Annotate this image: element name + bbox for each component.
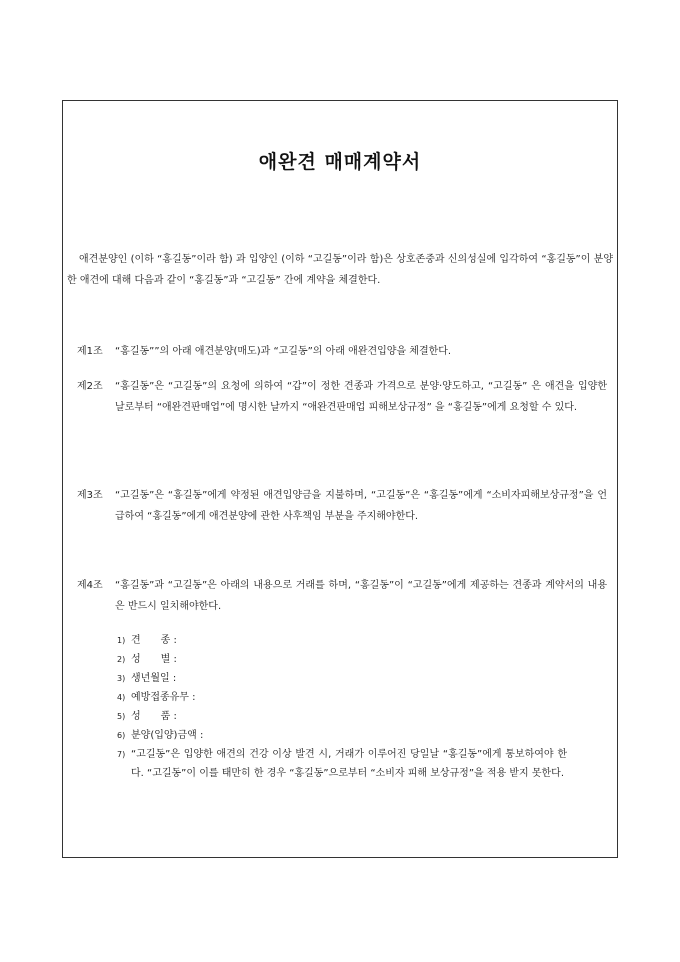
list-item [117, 726, 567, 745]
transaction-items-list [117, 631, 567, 783]
item-number: 6) [117, 731, 126, 740]
list-item [117, 650, 567, 669]
item-number: 7) [117, 750, 126, 759]
list-item [117, 669, 567, 688]
item-text: 성 별 : [131, 654, 177, 665]
item-number: 4) [117, 693, 126, 702]
article-1-text: “홍길동””의 아래 애견분양(매도)과 “고길동”의 아래 애완견입양을 체결한다. [115, 346, 452, 357]
item-number: 5) [117, 712, 126, 721]
document-title: 애완견 매매계약서 [258, 151, 422, 173]
article-2-text: “홍길동”은 “고길동”의 요청에 의하여 “갑”이 정한 견종과 가격으로 분양·양도하고, “고길동” 은 애견을 입양한 날로부터 “애완견판매업”에 명시한 날까지 “애완견판매업 피해보상규정” 을 “홍길동”에게 요청할 수 있다. [115, 381, 607, 413]
item-text: 견 종 : [131, 635, 177, 646]
article-1-label: 제1조 [77, 346, 103, 357]
item-text: 분양(입양)금액 : [131, 730, 204, 741]
intro-paragraph: 애견분양인 (이하 “홍길동”이라 함) 과 입양인 (이하 “고길동”이라 함)은 상호존중과 신의성실에 입각하여 “홍길동”이 분양한 애견에 대해 다음과 같이 “홍길동”과 “고길동” 간에 계약을 체결한다. [67, 254, 613, 286]
list-item [117, 688, 567, 707]
item-text: “고길동”은 입양한 애견의 건강 이상 발견 시, 거래가 이루어진 당일날 “홍길동”에게 통보하여야 한다. “고길동”이 이를 태만히 한 경우 “홍길동”으로부터 “소비자 피해 보상규정”을 적용 받지 못한다. [131, 749, 567, 779]
item-number: 2) [117, 655, 126, 664]
item-text: 생년월일 : [131, 673, 177, 684]
article-4-label: 제4조 [77, 580, 103, 591]
list-item [117, 745, 567, 783]
article-4-text: “홍길동”과 “고길동”은 아래의 내용으로 거래를 하며, “홍길동”이 “고길동”에게 제공하는 견종과 계약서의 내용은 반드시 일치해야한다. [115, 580, 607, 612]
item-text: 성 품 : [131, 711, 177, 722]
list-item [117, 707, 567, 726]
contract-page [62, 100, 618, 858]
article-2 [77, 376, 607, 418]
list-item [117, 631, 567, 650]
article-2-label: 제2조 [77, 381, 103, 392]
item-number: 1) [117, 636, 126, 645]
article-1 [77, 341, 607, 362]
article-3-label: 제3조 [77, 490, 103, 501]
article-4 [77, 575, 607, 617]
article-3-text: “고길동”은 “홍길동”에게 약정된 애견입양금을 지불하며, “고길동”은 “홍길동”에게 “소비자피해보상규정”을 언급하여 “홍길동”에게 애견분양에 관한 사후책임 부분을 주지해야한다. [115, 490, 607, 522]
item-text: 예방접종유무 : [131, 692, 196, 703]
item-number: 3) [117, 674, 126, 683]
article-3 [77, 485, 607, 527]
